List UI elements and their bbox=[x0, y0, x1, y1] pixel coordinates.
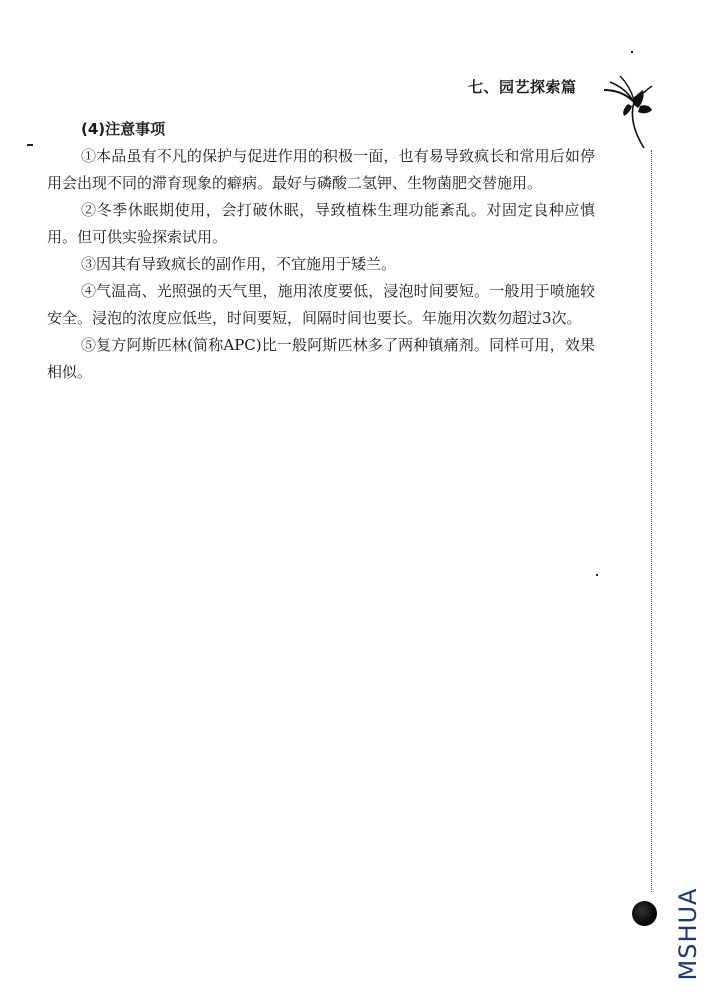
paragraph-4: ④气温高、光照强的天气里，施用浓度要低，浸泡时间要短。一般用于喷施较安全。浸泡的浓度应低些，时间要短，间隔时间也要长。年施用次数勿超过3次。 bbox=[47, 282, 595, 327]
paragraph-1: ①本品虽有不凡的保护与促进作用的积极一面，也有易导致疯长和常用后如停用会出现不同的滞育现象的癖病。最好与磷酸二氢钾、生物菌肥交替施用。 bbox=[47, 147, 595, 192]
scan-speck bbox=[631, 51, 633, 53]
paragraph-2: ②冬季休眠期使用，会打破休眠，导致植株生理功能紊乱。对固定良种应慎用。但可供实验探索试用。 bbox=[47, 201, 595, 246]
paragraph-3: ③因其有导致疯长的副作用，不宜施用于矮兰。 bbox=[81, 255, 397, 273]
watermark bbox=[674, 880, 702, 988]
section-title: 七、园艺探索篇 bbox=[468, 78, 577, 96]
scan-speck bbox=[27, 144, 33, 146]
dot-icon bbox=[632, 901, 657, 926]
orchid-icon bbox=[600, 68, 656, 152]
paragraph-5: ⑤复方阿斯匹林(简称APC)比一般阿斯匹林多了两种镇痛剂。同样可用，效果相似。 bbox=[47, 336, 595, 381]
margin-dotted-rule bbox=[651, 150, 652, 892]
scan-speck bbox=[596, 574, 598, 576]
watermark-text: MSHUA bbox=[674, 887, 702, 981]
page-body bbox=[47, 116, 595, 386]
section-heading: (4)注意事项 bbox=[81, 120, 166, 138]
